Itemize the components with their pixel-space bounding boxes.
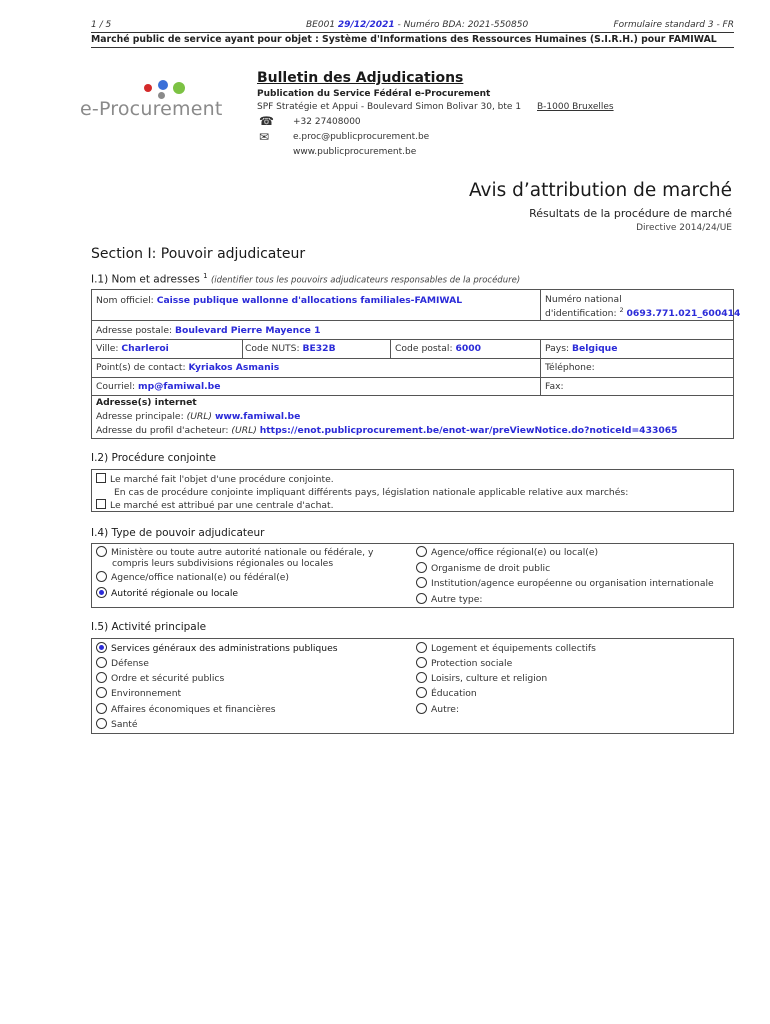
bulletin-address: SPF Stratégie et Appui - Boulevard Simon Bolivar 30, bte 1 — [257, 102, 522, 112]
envelope-icon: ✉ — [259, 130, 270, 144]
telephone-label: Téléphone: — [545, 362, 595, 373]
i4-heading: I.4) Type de pouvoir adjudicateur — [91, 527, 265, 539]
fax-phone-icon: ☎ — [259, 114, 274, 128]
activity-other: Autre: — [416, 703, 459, 715]
activity-public-order-radio[interactable] — [96, 672, 107, 683]
bulletin-title: Bulletin des Adjudications — [257, 70, 464, 86]
joint-procedure-option: Le marché fait l'objet d'une procédure conjointe. — [96, 473, 334, 485]
central-purchasing-checkbox[interactable] — [96, 499, 106, 509]
activity-health-radio[interactable] — [96, 718, 107, 729]
page-header — [91, 20, 734, 32]
contact-point: Point(s) de contact: Kyriakos Asmanis — [96, 362, 280, 373]
joint-procedure-law: En cas de procédure conjointe impliquant différents pays, législation nationale applicable relative aux marchés: — [114, 487, 629, 498]
activity-economic-affairs: Affaires économiques et financières — [96, 703, 276, 715]
bulletin-email[interactable]: e.proc@publicprocurement.be — [293, 132, 430, 142]
authority-type-public-body: Organisme de droit public — [416, 562, 550, 574]
main-address-link[interactable]: www.famiwal.be — [214, 411, 301, 422]
authority-type-other: Autre type: — [416, 593, 482, 605]
activity-environment: Environnement — [96, 687, 181, 699]
eprocurement-logo — [80, 78, 230, 128]
authority-type-public-body-radio[interactable] — [416, 562, 427, 573]
activity-general-services-radio[interactable] — [96, 642, 107, 653]
city: Ville: Charleroi — [96, 343, 169, 354]
i1-heading: I.1) Nom et adresses $^1$ (identifier tous les pouvoirs adjudicateurs responsables de la procédure) — [91, 272, 521, 286]
notice-subtitle: Résultats de la procédure de marché — [529, 207, 732, 220]
authority-type-regional-agency: Agence/office régional(e) ou local(e) — [416, 546, 598, 558]
activity-recreation: Loisirs, culture et religion — [416, 672, 547, 684]
logo-dot-red — [144, 84, 152, 92]
postal-code: Code postal: 6000 — [395, 343, 482, 354]
notice-reference — [306, 20, 528, 30]
activity-economic-affairs-radio[interactable] — [96, 703, 107, 714]
nuts-code: Code NUTS: BE32B — [245, 343, 336, 354]
email-value[interactable]: mp@famiwal.be — [138, 381, 221, 392]
bulletin-phone: +32 27408000 — [293, 117, 361, 127]
notice-title: Avis d’attribution de marché — [468, 180, 732, 201]
buyer-profile-link[interactable]: https://enot.publicprocurement.be/enot-war/preViewNotice.do?noticeId=433065 — [259, 425, 678, 436]
central-purchasing-option: Le marché est attribué par une centrale d'achat. — [96, 499, 334, 511]
authority-type-ministry-line2: compris leurs subdivisions régionales ou locales — [112, 558, 334, 569]
activity-health: Santé — [96, 718, 138, 730]
i5-box — [91, 638, 734, 734]
activity-defense-radio[interactable] — [96, 657, 107, 668]
form-type: Formulaire standard 3 - FR — [613, 20, 734, 30]
nuts-code-value: BE32B — [302, 343, 336, 354]
activity-education: Éducation — [416, 687, 477, 699]
postal-code-value: 6000 — [455, 343, 482, 354]
notice-subject: Marché public de service ayant pour objet : Système d'Informations des Ressources Humaines (S.I.R.H.) pour FAMIWAL — [91, 32, 734, 48]
activity-environment-radio[interactable] — [96, 687, 107, 698]
activity-education-radio[interactable] — [416, 687, 427, 698]
email: Courriel: mp@famiwal.be — [96, 381, 221, 392]
authority-type-national-agency-radio[interactable] — [96, 571, 107, 582]
activity-recreation-radio[interactable] — [416, 672, 427, 683]
logo-text: e-Procurement — [80, 98, 223, 120]
directive-label: Directive 2014/24/UE — [636, 223, 732, 233]
activity-housing-radio[interactable] — [416, 642, 427, 653]
doc-code: BE001 — [306, 20, 336, 30]
authority-type-national-agency: Agence/office national(e) ou fédéral(e) — [96, 571, 289, 583]
main-address: Adresse principale: (URL) www.famiwal.be — [96, 411, 301, 422]
authority-type-regional: Autorité régionale ou locale — [96, 587, 238, 599]
internet-addresses-label: Adresse(s) internet — [96, 397, 197, 408]
activity-housing: Logement et équipements collectifs — [416, 642, 596, 654]
contact-point-value: Kyriakos Asmanis — [188, 362, 280, 373]
section-title: Section I: Pouvoir adjudicateur — [91, 246, 306, 262]
publication-date: 29/12/2021 — [337, 20, 395, 30]
logo-dot-green — [173, 82, 185, 94]
bda-number: - Numéro BDA: 2021-550850 — [397, 20, 529, 30]
national-id-label: Numéro national — [545, 294, 622, 305]
authority-type-ministry: Ministère ou toute autre autorité nationale ou fédérale, y — [96, 546, 373, 558]
official-name: Nom officiel: Caisse publique wallonne d'allocations familiales-FAMIWAL — [96, 295, 463, 306]
city-value: Charleroi — [121, 343, 169, 354]
i4-box — [91, 543, 734, 608]
national-id-value: 0693.771.021_600414 — [626, 308, 741, 320]
authority-type-other-radio[interactable] — [416, 593, 427, 604]
i2-heading: I.2) Procédure conjointe — [91, 452, 216, 464]
postal-address: Adresse postale: Boulevard Pierre Mayence 1 — [96, 325, 321, 336]
fax-label: Fax: — [545, 381, 564, 392]
bulletin-city: B-1000 Bruxelles — [537, 102, 614, 112]
buyer-profile: Adresse du profil d'acheteur: (URL) https://enot.publicprocurement.be/enot-war/preViewNotice.do?noticeId=433065 — [96, 425, 678, 436]
national-id: d'identification: $^2$ 0693.771.021_600414 — [545, 306, 741, 320]
logo-dot-blue — [158, 80, 168, 90]
country: Pays: Belgique — [545, 343, 618, 354]
bulletin-website[interactable]: www.publicprocurement.be — [293, 147, 417, 157]
authority-type-regional-radio[interactable] — [96, 587, 107, 598]
bulletin-publisher: Publication du Service Fédéral e-Procurement — [257, 89, 491, 99]
country-value: Belgique — [572, 343, 618, 354]
official-name-value: Caisse publique wallonne d'allocations familiales-FAMIWAL — [156, 295, 463, 306]
activity-social-protection-radio[interactable] — [416, 657, 427, 668]
i5-heading: I.5) Activité principale — [91, 621, 207, 633]
authority-type-eu-institution-radio[interactable] — [416, 577, 427, 588]
i2-box — [91, 469, 734, 512]
activity-public-order: Ordre et sécurité publics — [96, 672, 224, 684]
page-number: 1 / 5 — [91, 20, 112, 30]
authority-type-regional-agency-radio[interactable] — [416, 546, 427, 557]
authority-type-ministry-radio[interactable] — [96, 546, 107, 557]
activity-general-services: Services généraux des administrations publiques — [96, 642, 338, 654]
i1-address-table — [91, 289, 741, 439]
activity-social-protection: Protection sociale — [416, 657, 512, 669]
postal-address-value: Boulevard Pierre Mayence 1 — [175, 325, 321, 336]
joint-procedure-checkbox[interactable] — [96, 473, 106, 483]
activity-other-radio[interactable] — [416, 703, 427, 714]
authority-type-eu-institution: Institution/agence européenne ou organisation internationale — [416, 577, 714, 589]
activity-defense: Défense — [96, 657, 149, 669]
